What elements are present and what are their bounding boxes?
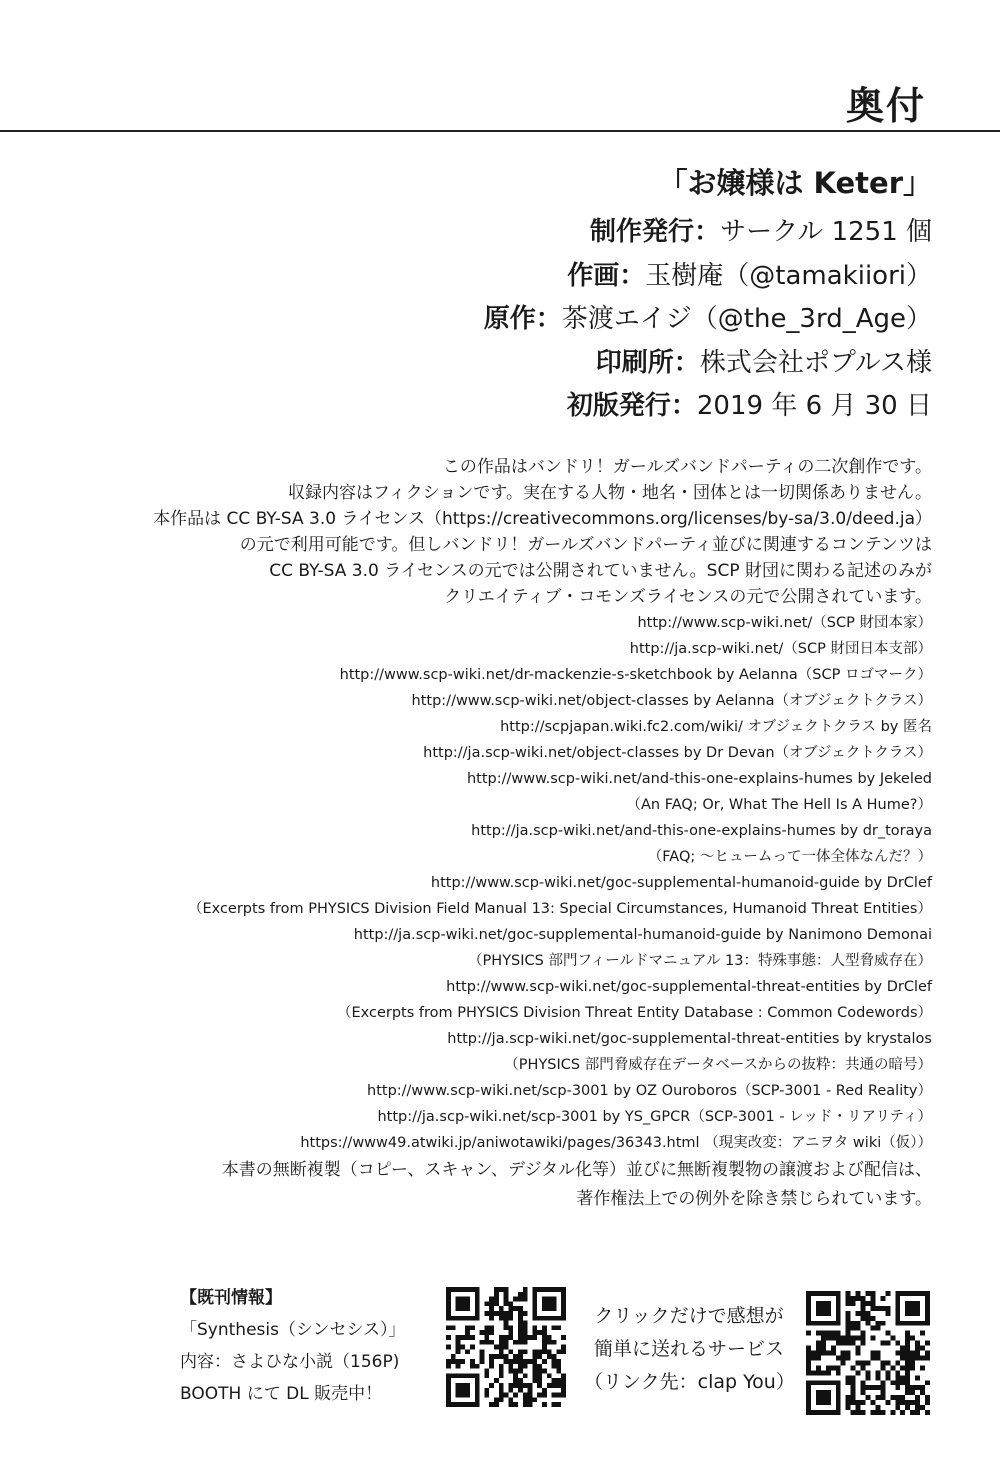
credit-value: 茶渡エイジ（@the_3rd_Age） — [561, 304, 932, 334]
published-works — [180, 1282, 440, 1410]
note-line: の元で利用可能です。但しバンドリ！ガールズバンドパーティ並びに関連するコンテンツは — [239, 535, 932, 555]
source-line: http://www.scp-wiki.net/（SCP 財団本家） — [637, 615, 932, 631]
note-line: この作品はバンドリ！ガールズバンドパーティの二次創作です。 — [442, 457, 932, 477]
source-line: （An FAQ; Or, What The Hell Is A Hume?） — [626, 797, 932, 813]
source-line: http://www.scp-wiki.net/dr-mackenzie-s-sketchbook by Aelanna（SCP ロゴマーク） — [339, 667, 932, 683]
book-title: 「お嬢様は Keter」 — [658, 166, 932, 200]
source-line: （Excerpts from PHYSICS Division Field Manual 13: Special Circumstances, Humanoid Threat Entities） — [187, 901, 932, 917]
credit-label: 制作発行 — [590, 217, 695, 247]
credit-value: 玉樹庵（@tamakiiori） — [645, 260, 932, 291]
copyright-line: 著作権法上での例外を除き禁じられています。 — [576, 1189, 932, 1209]
credit-label: 初版発行 — [566, 391, 671, 421]
credit-art — [172, 255, 932, 299]
credit-production — [172, 211, 932, 255]
heading-rule — [0, 130, 1000, 132]
source-line: （PHYSICS 部門フィールドマニュアル 13：特殊事態：人型脅威存在） — [468, 953, 932, 969]
source-line: http://ja.scp-wiki.net/（SCP 財団日本支部） — [629, 641, 932, 657]
page-heading: 奥付 — [845, 84, 926, 128]
source-line: （FAQ; ～ヒュームって一体全体なんだ？） — [647, 849, 932, 865]
source-line: http://www.scp-wiki.net/scp-3001 by OZ Ouroboros（SCP-3001 - Red Reality） — [367, 1083, 932, 1099]
source-line: （PHYSICS 部門脅威存在データベースからの抜粋：共通の暗号） — [504, 1057, 932, 1073]
source-line: http://ja.scp-wiki.net/goc-supplemental-humanoid-guide by Nanimono Demonai — [353, 927, 932, 943]
published-line: 内容：さよひな小説（156P) — [180, 1352, 400, 1372]
source-line: http://www.scp-wiki.net/object-classes by Aelanna（オブジェクトクラス） — [411, 693, 932, 709]
credit-value: サークル 1251 個 — [720, 217, 932, 247]
credit-label: 作画 — [567, 260, 620, 291]
credit-printer — [172, 342, 932, 386]
credit-original — [172, 298, 932, 342]
source-line: http://ja.scp-wiki.net/object-classes by Dr Devan（オブジェクトクラス） — [423, 745, 932, 761]
notes-section — [52, 454, 932, 1214]
credit-value: 2019 年 6 月 30 日 — [696, 391, 932, 421]
clap-service — [584, 1300, 794, 1399]
credit-first-edition — [172, 385, 932, 429]
clap-qr-code[interactable] — [806, 1291, 930, 1415]
note-line: 収録内容はフィクションです。実在する人物・地名・団体とは一切関係ありません。 — [288, 483, 932, 503]
credit-label: 原作 — [483, 304, 536, 334]
source-line: http://scpjapan.wiki.fc2.com/wiki/ オブジェクトクラス by 匿名 — [500, 719, 932, 735]
note-line: 本作品は CC BY-SA 3.0 ライセンス（https://creativecommons.org/licenses/by-sa/3.0/deed.ja） — [153, 509, 932, 529]
credit-value: 株式会社ポプルス様 — [699, 347, 932, 378]
clap-line: 簡単に送れるサービス — [593, 1338, 784, 1360]
source-line: http://www.scp-wiki.net/goc-supplemental-threat-entities by DrClef — [446, 979, 932, 995]
colophon — [172, 155, 932, 429]
credit-separator: ： — [673, 347, 700, 378]
clap-line: （リンク先：clap You） — [584, 1371, 795, 1393]
published-line: BOOTH にて DL 販売中！ — [180, 1384, 383, 1404]
source-line: http://ja.scp-wiki.net/goc-supplemental-threat-entities by krystalos — [447, 1031, 932, 1047]
source-line: http://www.scp-wiki.net/and-this-one-explains-humes by Jekeled — [466, 771, 932, 787]
clap-line: クリックだけで感想が — [594, 1305, 784, 1327]
credit-separator: ： — [619, 260, 646, 291]
published-line: 「Synthesis（シンセシス）」 — [180, 1320, 406, 1340]
credit-separator: ： — [670, 391, 697, 421]
credit-separator: ： — [535, 304, 562, 334]
credit-separator: ： — [694, 217, 721, 247]
published-heading: 【既刊情報】 — [180, 1288, 282, 1308]
source-line: http://ja.scp-wiki.net/scp-3001 by YS_GPCR（SCP-3001 - レッド・リアリティ） — [377, 1109, 932, 1125]
credit-label: 印刷所 — [595, 347, 674, 378]
note-line: CC BY-SA 3.0 ライセンスの元では公開されていません。SCP 財団に関わる記述のみが — [269, 561, 932, 581]
booth-qr-code[interactable] — [446, 1287, 566, 1407]
source-line: https://www49.atwiki.jp/aniwotawiki/pages/36343.html （現実改変：アニヲタ wiki（仮）） — [300, 1135, 932, 1151]
note-line: クリエイティブ・コモンズライセンスの元で公開されています。 — [444, 587, 932, 607]
copyright-line: 本書の無断複製（コピー、スキャン、デジタル化等）並びに無断複製物の譲渡および配信は、 — [221, 1160, 932, 1180]
source-line: http://ja.scp-wiki.net/and-this-one-explains-humes by dr_toraya — [471, 823, 932, 839]
source-line: （Excerpts from PHYSICS Division Threat Entity Database : Common Codewords） — [337, 1005, 932, 1021]
source-line: http://www.scp-wiki.net/goc-supplemental-humanoid-guide by DrClef — [430, 875, 932, 891]
